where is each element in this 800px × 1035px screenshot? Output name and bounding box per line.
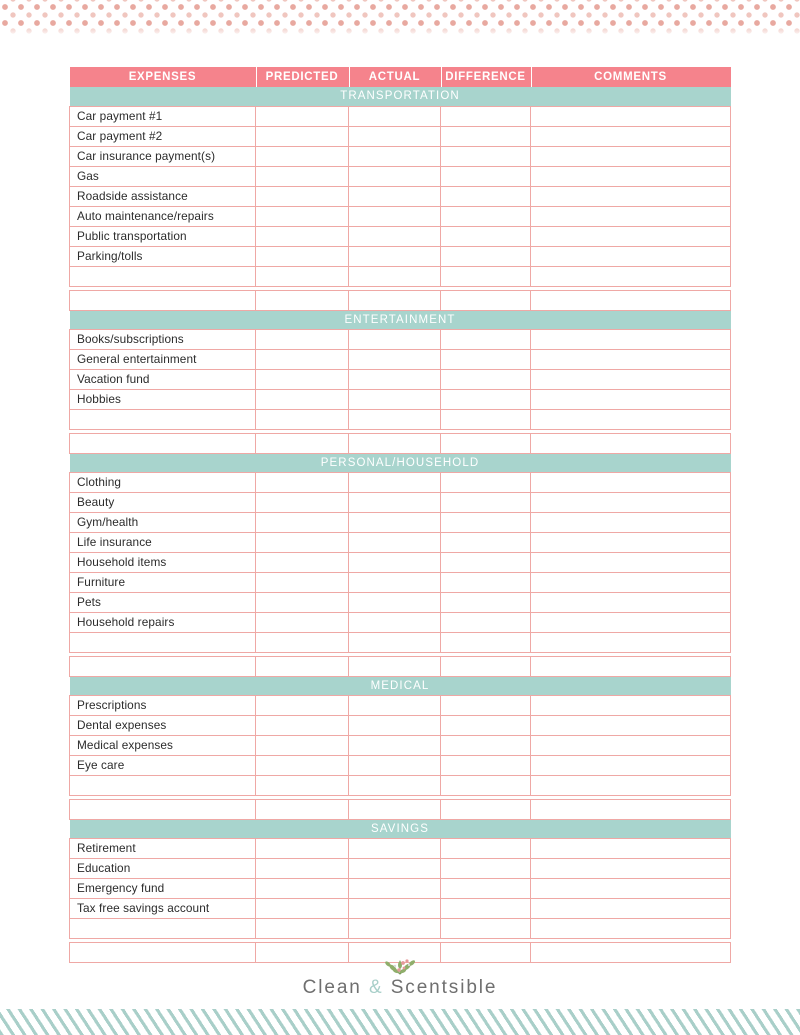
cell-predicted[interactable] [256,472,349,492]
cell-actual[interactable] [349,389,441,409]
section-header-row [70,676,731,695]
cell-predicted[interactable] [256,206,349,226]
cell-actual[interactable] [349,878,441,898]
cell-comments[interactable] [531,492,731,512]
cell-predicted[interactable] [256,799,349,819]
expense-row [70,389,731,409]
expense-row [70,755,731,775]
cell-comments[interactable] [531,186,731,206]
cell-difference[interactable] [441,106,531,126]
section-title: ENTERTAINMENT [70,310,731,329]
cell-predicted[interactable] [256,632,349,652]
cell-actual[interactable] [349,632,441,652]
expense-row [70,246,731,266]
expense-name-label[interactable]: Life insurance [70,532,256,552]
expense-name-label[interactable]: Roadside assistance [70,186,256,206]
expense-row [70,126,731,146]
cell-comments[interactable] [531,592,731,612]
cell-difference[interactable] [441,146,531,166]
expense-name-input-blank[interactable] [70,918,256,938]
cell-actual[interactable] [349,206,441,226]
cell-predicted[interactable] [256,126,349,146]
cell-actual[interactable] [349,369,441,389]
cell-actual[interactable] [349,656,441,676]
blank-entry-row [70,266,731,286]
cell-predicted[interactable] [256,226,349,246]
cell-actual[interactable] [349,532,441,552]
cell-actual[interactable] [349,266,441,286]
cell-predicted[interactable] [256,266,349,286]
cell-difference[interactable] [441,433,531,453]
expense-row [70,898,731,918]
cell-difference[interactable] [441,349,531,369]
column-header-predicted: PREDICTED [256,67,349,87]
cell-actual[interactable] [349,492,441,512]
cell-predicted[interactable] [256,878,349,898]
expense-row [70,206,731,226]
cell-actual[interactable] [349,126,441,146]
cell-actual[interactable] [349,146,441,166]
cell-predicted[interactable] [256,838,349,858]
cell-comments[interactable] [531,226,731,246]
cell-predicted[interactable] [256,775,349,795]
expense-row [70,186,731,206]
expense-name-input-blank[interactable] [70,775,256,795]
expense-row [70,695,731,715]
cell-predicted[interactable] [256,433,349,453]
expense-row [70,715,731,735]
budget-table [69,67,731,963]
cell-predicted[interactable] [256,592,349,612]
expense-row [70,512,731,532]
expense-row [70,106,731,126]
expense-name-label[interactable]: General entertainment [70,349,256,369]
cell-difference[interactable] [441,715,531,735]
cell-comments[interactable] [531,612,731,632]
expense-name-label[interactable]: Public transportation [70,226,256,246]
expense-name-label[interactable]: Eye care [70,755,256,775]
cell-actual[interactable] [349,349,441,369]
budget-table-container [69,67,730,963]
cell-actual[interactable] [349,838,441,858]
brand-word-scentsible: Scentsible [390,977,498,998]
column-header-expenses: EXPENSES [70,67,256,87]
cell-actual[interactable] [349,918,441,938]
cell-predicted[interactable] [256,858,349,878]
cell-comments[interactable] [531,329,731,349]
cell-predicted[interactable] [256,186,349,206]
cell-difference[interactable] [441,612,531,632]
cell-difference[interactable] [441,656,531,676]
cell-actual[interactable] [349,755,441,775]
cell-comments[interactable] [531,246,731,266]
cell-comments[interactable] [531,775,731,795]
cell-actual[interactable] [349,775,441,795]
cell-predicted[interactable] [256,106,349,126]
cell-difference[interactable] [441,532,531,552]
expense-row [70,878,731,898]
cell-comments[interactable] [531,656,731,676]
expense-name-input-blank[interactable] [70,290,256,310]
cell-difference[interactable] [441,858,531,878]
section-title: SAVINGS [70,819,731,838]
cell-difference[interactable] [441,206,531,226]
expense-name-label[interactable]: Clothing [70,472,256,492]
cell-comments[interactable] [531,433,731,453]
cell-actual[interactable] [349,799,441,819]
expense-row [70,146,731,166]
blank-entry-row [70,775,731,795]
cell-difference[interactable] [441,492,531,512]
cell-predicted[interactable] [256,695,349,715]
cell-predicted[interactable] [256,918,349,938]
cell-comments[interactable] [531,695,731,715]
cell-difference[interactable] [441,472,531,492]
brand-name [0,977,800,999]
cell-actual[interactable] [349,166,441,186]
cell-actual[interactable] [349,612,441,632]
cell-difference[interactable] [441,126,531,146]
cell-comments[interactable] [531,166,731,186]
expense-row [70,492,731,512]
cell-predicted[interactable] [256,572,349,592]
expense-row [70,369,731,389]
cell-predicted[interactable] [256,166,349,186]
cell-comments[interactable] [531,898,731,918]
cell-difference[interactable] [441,552,531,572]
cell-difference[interactable] [441,735,531,755]
expense-name-label[interactable]: Auto maintenance/repairs [70,206,256,226]
section-title: PERSONAL/HOUSEHOLD [70,453,731,472]
section-header-row [70,819,731,838]
cell-comments[interactable] [531,106,731,126]
expense-name-input-blank[interactable] [70,632,256,652]
cell-actual[interactable] [349,409,441,429]
cell-comments[interactable] [531,735,731,755]
cell-predicted[interactable] [256,492,349,512]
cell-comments[interactable] [531,349,731,369]
cell-actual[interactable] [349,715,441,735]
cell-predicted[interactable] [256,349,349,369]
footer-branding [0,955,800,999]
cell-comments[interactable] [531,572,731,592]
expense-row [70,472,731,492]
expense-name-label[interactable]: Gas [70,166,256,186]
cell-comments[interactable] [531,146,731,166]
cell-comments[interactable] [531,126,731,146]
cell-actual[interactable] [349,433,441,453]
expense-row [70,166,731,186]
cell-actual[interactable] [349,246,441,266]
cell-predicted[interactable] [256,755,349,775]
cell-actual[interactable] [349,735,441,755]
section-header-row [70,87,731,106]
cell-actual[interactable] [349,186,441,206]
cell-comments[interactable] [531,755,731,775]
expense-name-label[interactable]: Dental expenses [70,715,256,735]
cell-actual[interactable] [349,592,441,612]
expense-name-label[interactable]: Books/subscriptions [70,329,256,349]
blank-entry-row [70,918,731,938]
expense-name-label[interactable]: Prescriptions [70,695,256,715]
expense-name-input-blank[interactable] [70,656,256,676]
expense-name-label[interactable]: Household items [70,552,256,572]
cell-predicted[interactable] [256,715,349,735]
expense-row [70,838,731,858]
expense-name-label[interactable]: Hobbies [70,389,256,409]
expense-row [70,572,731,592]
column-header-comments: COMMENTS [531,67,731,87]
expense-name-input-blank[interactable] [70,266,256,286]
expense-row [70,329,731,349]
cell-difference[interactable] [441,266,531,286]
cell-predicted[interactable] [256,898,349,918]
cell-predicted[interactable] [256,612,349,632]
cell-difference[interactable] [441,512,531,532]
expense-name-input-blank[interactable] [70,409,256,429]
cell-difference[interactable] [441,695,531,715]
cell-actual[interactable] [349,329,441,349]
expense-name-label[interactable]: Beauty [70,492,256,512]
blank-entry-row [70,433,731,453]
cell-comments[interactable] [531,878,731,898]
cell-actual[interactable] [349,572,441,592]
cell-predicted[interactable] [256,389,349,409]
cell-difference[interactable] [441,226,531,246]
expense-name-label[interactable]: Emergency fund [70,878,256,898]
top-border-fade [0,26,800,38]
cell-comments[interactable] [531,799,731,819]
cell-predicted[interactable] [256,532,349,552]
expense-name-label[interactable]: Car insurance payment(s) [70,146,256,166]
cell-actual[interactable] [349,858,441,878]
expense-name-label[interactable]: Car payment #2 [70,126,256,146]
expense-row [70,735,731,755]
table-header-row [70,67,731,87]
cell-comments[interactable] [531,266,731,286]
cell-comments[interactable] [531,552,731,572]
cell-difference[interactable] [441,838,531,858]
cell-predicted[interactable] [256,409,349,429]
cell-difference[interactable] [441,329,531,349]
blank-entry-row [70,656,731,676]
cell-comments[interactable] [531,838,731,858]
cell-difference[interactable] [441,918,531,938]
column-header-difference: DIFFERENCE [441,67,531,87]
cell-actual[interactable] [349,106,441,126]
cell-actual[interactable] [349,290,441,310]
cell-difference[interactable] [441,369,531,389]
expense-row [70,226,731,246]
cell-actual[interactable] [349,512,441,532]
expense-row [70,612,731,632]
expense-name-label[interactable]: Education [70,858,256,878]
cell-comments[interactable] [531,918,731,938]
expense-name-label[interactable]: Car payment #1 [70,106,256,126]
cell-predicted[interactable] [256,290,349,310]
expense-row [70,858,731,878]
expense-name-label[interactable]: Medical expenses [70,735,256,755]
cell-predicted[interactable] [256,146,349,166]
decorative-stripe-border-bottom [0,1009,800,1035]
cell-comments[interactable] [531,206,731,226]
cell-comments[interactable] [531,409,731,429]
cell-difference[interactable] [441,409,531,429]
expense-name-label[interactable]: Household repairs [70,612,256,632]
section-header-row [70,310,731,329]
cell-predicted[interactable] [256,369,349,389]
expense-row [70,349,731,369]
cell-actual[interactable] [349,472,441,492]
cell-predicted[interactable] [256,552,349,572]
cell-difference[interactable] [441,290,531,310]
blank-entry-row [70,799,731,819]
cell-difference[interactable] [441,799,531,819]
cell-difference[interactable] [441,775,531,795]
cell-comments[interactable] [531,369,731,389]
expense-row [70,532,731,552]
expense-name-label[interactable]: Gym/health [70,512,256,532]
blank-entry-row [70,290,731,310]
expense-row [70,592,731,612]
cell-actual[interactable] [349,695,441,715]
section-title: TRANSPORTATION [70,87,731,106]
cell-comments[interactable] [531,512,731,532]
cell-difference[interactable] [441,755,531,775]
expense-name-label[interactable]: Parking/tolls [70,246,256,266]
section-header-row [70,453,731,472]
cell-difference[interactable] [441,878,531,898]
cell-actual[interactable] [349,552,441,572]
cell-difference[interactable] [441,572,531,592]
cell-difference[interactable] [441,632,531,652]
cell-difference[interactable] [441,186,531,206]
cell-predicted[interactable] [256,512,349,532]
cell-predicted[interactable] [256,735,349,755]
cell-actual[interactable] [349,226,441,246]
cell-comments[interactable] [531,389,731,409]
blank-entry-row [70,632,731,652]
cell-predicted[interactable] [256,246,349,266]
cell-predicted[interactable] [256,656,349,676]
cell-difference[interactable] [441,592,531,612]
cell-comments[interactable] [531,858,731,878]
expense-name-input-blank[interactable] [70,799,256,819]
cell-comments[interactable] [531,715,731,735]
cell-comments[interactable] [531,532,731,552]
cell-comments[interactable] [531,632,731,652]
cell-comments[interactable] [531,472,731,492]
expense-name-label[interactable]: Retirement [70,838,256,858]
expense-row [70,552,731,572]
column-header-actual: ACTUAL [349,67,441,87]
expense-name-label[interactable]: Vacation fund [70,369,256,389]
brand-word-clean: Clean [302,977,362,998]
cell-predicted[interactable] [256,329,349,349]
cell-difference[interactable] [441,389,531,409]
brand-ampersand: & [368,977,384,998]
section-title: MEDICAL [70,676,731,695]
cell-difference[interactable] [441,898,531,918]
expense-name-input-blank[interactable] [70,433,256,453]
expense-name-label[interactable]: Furniture [70,572,256,592]
cell-difference[interactable] [441,166,531,186]
cell-comments[interactable] [531,290,731,310]
cell-actual[interactable] [349,898,441,918]
expense-name-label[interactable]: Pets [70,592,256,612]
expense-name-label[interactable]: Tax free savings account [70,898,256,918]
cell-difference[interactable] [441,246,531,266]
blank-entry-row [70,409,731,429]
